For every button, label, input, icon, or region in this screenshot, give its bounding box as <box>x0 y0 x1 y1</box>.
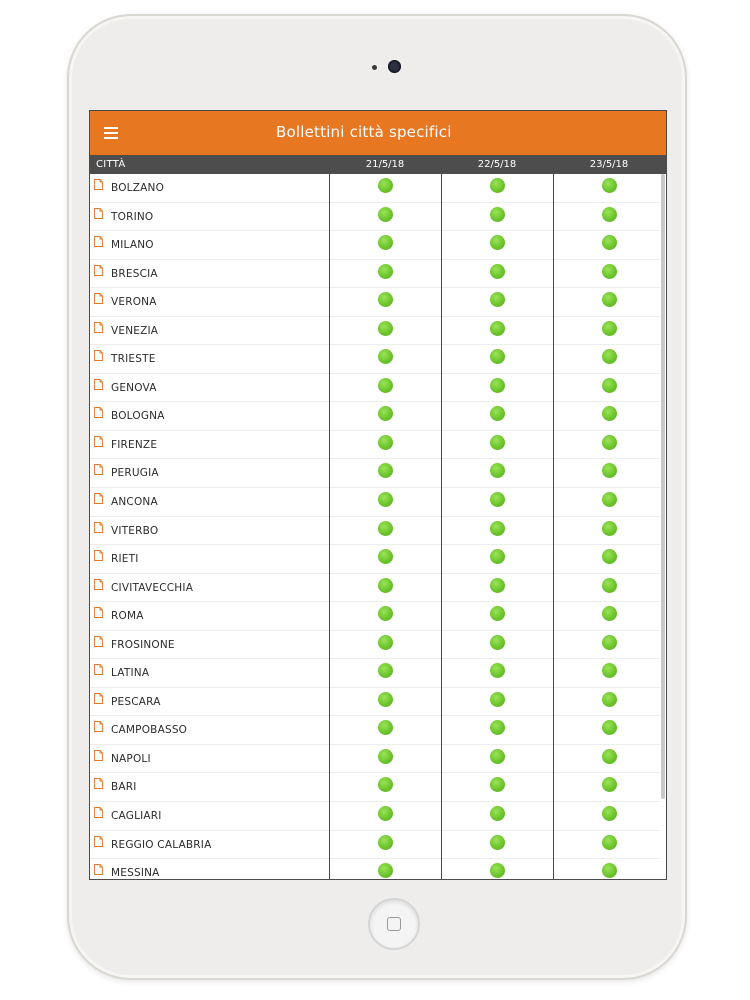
status-dot-icon[interactable] <box>602 777 617 792</box>
document-icon <box>94 836 103 847</box>
table-row[interactable] <box>90 831 660 860</box>
status-dot-icon[interactable] <box>378 235 393 250</box>
table-row[interactable] <box>90 317 660 346</box>
city-name: REGGIO CALABRIA <box>111 838 212 851</box>
document-icon <box>94 179 103 190</box>
table-row[interactable] <box>90 517 660 546</box>
status-dot-icon[interactable] <box>378 663 393 678</box>
city-name: BRESCIA <box>111 267 158 280</box>
status-dot-icon[interactable] <box>602 292 617 307</box>
status-dot-icon[interactable] <box>602 435 617 450</box>
status-dot-icon[interactable] <box>490 777 505 792</box>
status-dot-icon[interactable] <box>378 264 393 279</box>
table-row[interactable] <box>90 345 660 374</box>
city-name: RIETI <box>111 553 139 566</box>
status-dot-icon[interactable] <box>602 264 617 279</box>
table-header <box>90 155 666 174</box>
table-row[interactable] <box>90 431 660 460</box>
column-divider <box>329 174 330 879</box>
city-name: MESSINA <box>111 867 160 879</box>
city-name: PESCARA <box>111 695 161 708</box>
document-icon <box>94 579 103 590</box>
document-icon <box>94 265 103 276</box>
document-icon <box>94 664 103 675</box>
document-icon <box>94 350 103 361</box>
document-icon <box>94 721 103 732</box>
table-row[interactable] <box>90 745 660 774</box>
status-dot-icon[interactable] <box>378 720 393 735</box>
table-row[interactable] <box>90 631 660 660</box>
status-dot-icon[interactable] <box>490 692 505 707</box>
status-dot-icon[interactable] <box>490 178 505 193</box>
status-dot-icon[interactable] <box>490 521 505 536</box>
status-dot-icon[interactable] <box>602 606 617 621</box>
city-name: NAPOLI <box>111 752 151 765</box>
status-dot-icon[interactable] <box>378 549 393 564</box>
status-dot-icon[interactable] <box>490 349 505 364</box>
table-row[interactable] <box>90 459 660 488</box>
table-row[interactable] <box>90 545 660 574</box>
status-dot-icon[interactable] <box>602 321 617 336</box>
status-dot-icon[interactable] <box>602 463 617 478</box>
status-dot-icon[interactable] <box>378 606 393 621</box>
front-camera <box>388 60 401 73</box>
status-dot-icon[interactable] <box>490 264 505 279</box>
status-dot-icon[interactable] <box>378 178 393 193</box>
document-icon <box>94 407 103 418</box>
status-dot-icon[interactable] <box>490 806 505 821</box>
status-dot-icon[interactable] <box>490 720 505 735</box>
table-row[interactable] <box>90 203 660 232</box>
status-dot-icon[interactable] <box>490 321 505 336</box>
app-bar <box>90 111 666 155</box>
status-dot-icon[interactable] <box>490 749 505 764</box>
document-icon <box>94 778 103 789</box>
status-dot-icon[interactable] <box>602 578 617 593</box>
status-dot-icon[interactable] <box>602 806 617 821</box>
status-dot-icon[interactable] <box>378 207 393 222</box>
status-dot-icon[interactable] <box>490 663 505 678</box>
status-dot-icon[interactable] <box>490 492 505 507</box>
table-row[interactable] <box>90 402 660 431</box>
app-screen <box>89 110 667 880</box>
status-dot-icon[interactable] <box>490 835 505 850</box>
status-dot-icon[interactable] <box>602 749 617 764</box>
city-name: VITERBO <box>111 524 159 537</box>
city-name: PERUGIA <box>111 467 159 480</box>
column-divider <box>553 174 554 879</box>
status-dot-icon[interactable] <box>378 349 393 364</box>
column-header-date-2: 22/5/18 <box>477 159 517 170</box>
status-dot-icon[interactable] <box>490 578 505 593</box>
document-icon <box>94 522 103 533</box>
scrollbar[interactable] <box>661 174 665 799</box>
table-row[interactable] <box>90 174 660 203</box>
column-divider <box>441 174 442 879</box>
city-name: TORINO <box>111 210 154 223</box>
hamburger-menu-icon[interactable] <box>104 127 118 139</box>
document-icon <box>94 493 103 504</box>
status-dot-icon[interactable] <box>490 606 505 621</box>
city-name: ANCONA <box>111 496 158 509</box>
table-row[interactable] <box>90 602 660 631</box>
status-dot-icon[interactable] <box>602 235 617 250</box>
city-name: ROMA <box>111 610 144 623</box>
status-dot-icon[interactable] <box>490 378 505 393</box>
status-dot-icon[interactable] <box>490 406 505 421</box>
status-dot-icon[interactable] <box>602 521 617 536</box>
status-dot-icon[interactable] <box>602 692 617 707</box>
status-dot-icon[interactable] <box>378 777 393 792</box>
city-name: GENOVA <box>111 381 157 394</box>
status-dot-icon[interactable] <box>378 578 393 593</box>
status-dot-icon[interactable] <box>490 435 505 450</box>
status-dot-icon[interactable] <box>602 178 617 193</box>
status-dot-icon[interactable] <box>602 349 617 364</box>
status-dot-icon[interactable] <box>602 720 617 735</box>
status-dot-icon[interactable] <box>378 435 393 450</box>
table-row[interactable] <box>90 773 660 802</box>
status-dot-icon[interactable] <box>602 835 617 850</box>
table-row[interactable] <box>90 859 660 879</box>
status-dot-icon[interactable] <box>490 549 505 564</box>
document-icon <box>94 464 103 475</box>
document-icon <box>94 750 103 761</box>
city-name: MILANO <box>111 239 154 252</box>
column-header-city: CITTÀ <box>96 159 126 170</box>
status-dot-icon[interactable] <box>490 863 505 878</box>
document-icon <box>94 208 103 219</box>
status-dot-icon[interactable] <box>378 521 393 536</box>
city-name: CIVITAVECCHIA <box>111 581 194 594</box>
home-square-icon <box>387 917 401 931</box>
status-dot-icon[interactable] <box>378 635 393 650</box>
column-header-date-3: 23/5/18 <box>589 159 629 170</box>
document-icon <box>94 436 103 447</box>
home-button[interactable] <box>368 898 420 950</box>
city-name: VERONA <box>111 296 157 309</box>
status-dot-icon[interactable] <box>602 207 617 222</box>
table-row[interactable] <box>90 659 660 688</box>
city-name: TRIESTE <box>111 353 156 366</box>
document-icon <box>94 550 103 561</box>
status-dot-icon[interactable] <box>490 235 505 250</box>
city-name: BOLZANO <box>111 182 165 194</box>
document-icon <box>94 807 103 818</box>
status-dot-icon[interactable] <box>602 663 617 678</box>
status-dot-icon[interactable] <box>490 635 505 650</box>
status-dot-icon[interactable] <box>602 549 617 564</box>
column-header-date-1: 21/5/18 <box>365 159 405 170</box>
table-row[interactable] <box>90 716 660 745</box>
document-icon <box>94 293 103 304</box>
status-dot-icon[interactable] <box>490 207 505 222</box>
status-dot-icon[interactable] <box>490 292 505 307</box>
document-icon <box>94 693 103 704</box>
table-row[interactable] <box>90 574 660 603</box>
document-icon <box>94 864 103 875</box>
status-dot-icon[interactable] <box>378 321 393 336</box>
table-row[interactable] <box>90 374 660 403</box>
front-sensor <box>372 65 377 70</box>
city-name: BARI <box>111 781 137 794</box>
table-row[interactable] <box>90 488 660 517</box>
document-icon <box>94 379 103 390</box>
document-icon <box>94 607 103 618</box>
table-row[interactable] <box>90 231 660 260</box>
status-dot-icon[interactable] <box>378 863 393 878</box>
city-name: LATINA <box>111 667 150 680</box>
table-row[interactable] <box>90 260 660 289</box>
table-row[interactable] <box>90 288 660 317</box>
status-dot-icon[interactable] <box>602 406 617 421</box>
table-row[interactable] <box>90 688 660 717</box>
status-dot-icon[interactable] <box>378 749 393 764</box>
status-dot-icon[interactable] <box>378 806 393 821</box>
document-icon <box>94 322 103 333</box>
page-title: Bollettini città specifici <box>276 123 452 141</box>
city-name: FROSINONE <box>111 638 175 651</box>
city-table-body <box>90 174 660 879</box>
status-dot-icon[interactable] <box>378 406 393 421</box>
status-dot-icon[interactable] <box>378 378 393 393</box>
status-dot-icon[interactable] <box>378 492 393 507</box>
document-icon <box>94 236 103 247</box>
document-icon <box>94 636 103 647</box>
status-dot-icon[interactable] <box>378 835 393 850</box>
city-name: CAGLIARI <box>111 810 162 823</box>
status-dot-icon[interactable] <box>602 635 617 650</box>
status-dot-icon[interactable] <box>602 378 617 393</box>
status-dot-icon[interactable] <box>378 692 393 707</box>
status-dot-icon[interactable] <box>602 863 617 878</box>
city-name: FIRENZE <box>111 438 158 451</box>
status-dot-icon[interactable] <box>602 492 617 507</box>
city-name: VENEZIA <box>111 324 159 337</box>
city-name: CAMPOBASSO <box>111 724 188 737</box>
status-dot-icon[interactable] <box>378 463 393 478</box>
status-dot-icon[interactable] <box>490 463 505 478</box>
city-name: BOLOGNA <box>111 410 165 423</box>
table-row[interactable] <box>90 802 660 831</box>
status-dot-icon[interactable] <box>378 292 393 307</box>
